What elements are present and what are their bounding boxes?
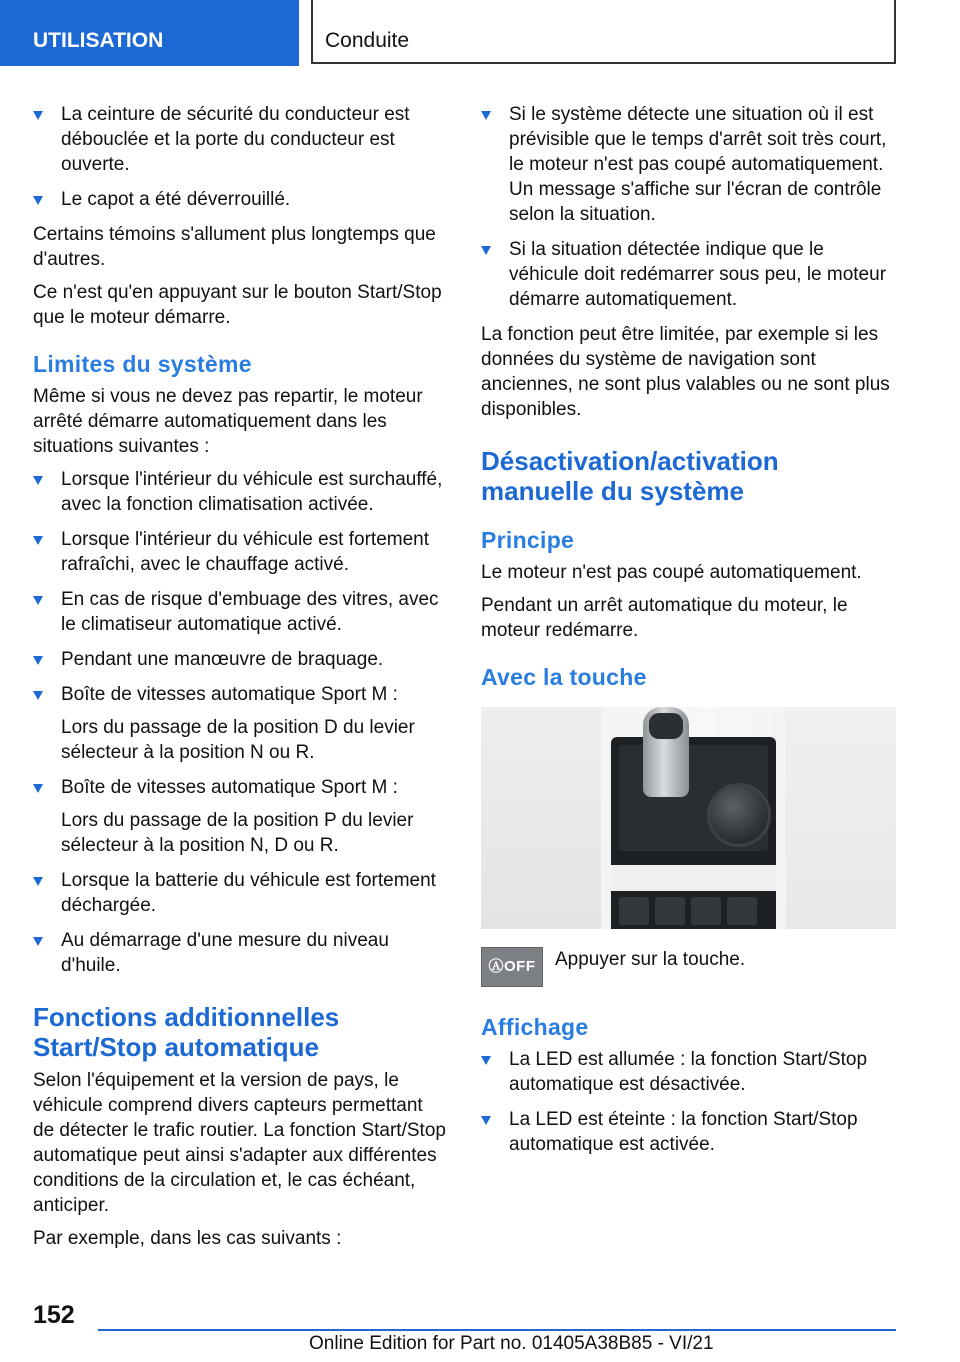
list-item: Lorsque l'intérieur du véhicule est fortement rafraîchi, avec le chauffage activé. [33, 527, 448, 577]
triangle-bullet-icon [33, 784, 43, 793]
list-item: Boîte de vitesses automatique Sport M : Lors du passage de la position D du levier sélecteur à la position N ou R. [33, 682, 448, 765]
center-console-image [481, 707, 896, 929]
list-item: Si la situation détectée indique que le véhicule doit redémarrer sous peu, le moteur démarre automatiquement. [481, 237, 896, 312]
controller-knob [707, 783, 771, 847]
list-item: En cas de risque d'embuage des vitres, avec le climatiseur automatique activé. [33, 587, 448, 637]
triangle-bullet-icon [33, 877, 43, 886]
triangle-bullet-icon [481, 1056, 491, 1065]
list-item: Pendant une manœuvre de braquage. [33, 647, 448, 672]
list-item: La ceinture de sécurité du conducteur est débouclée et la porte du conducteur est ouverte. [33, 102, 448, 177]
chapter-title: Conduite [311, 0, 896, 64]
paragraph: Par exemple, dans les cas suivants : [33, 1228, 342, 1249]
paragraph: Le moteur n'est pas coupé automatiquement. [481, 562, 862, 583]
list-item: La LED est éteinte : la fonction Start/Stop automatique est activée. [481, 1107, 896, 1157]
triangle-bullet-icon [33, 596, 43, 605]
triangle-bullet-icon [481, 111, 491, 120]
triangle-bullet-icon [33, 196, 43, 205]
heading-touche: Avec la touche [481, 664, 647, 690]
key-instruction: ⒶOFF Appuyer sur la touche. [481, 947, 896, 993]
list-item: Le capot a été déverrouillé. [33, 187, 448, 212]
triangle-bullet-icon [33, 937, 43, 946]
paragraph: Même si vous ne devez pas repartir, le moteur arrêté démarre automatiquement dans les situations suivantes : [33, 386, 423, 457]
triangle-bullet-icon [481, 246, 491, 255]
triangle-bullet-icon [33, 691, 43, 700]
triangle-bullet-icon [481, 1116, 491, 1125]
triangle-bullet-icon [33, 476, 43, 485]
heading-desactivation: Désactivation/activation manuelle du système [481, 446, 779, 506]
paragraph: Selon l'équipement et la version de pays, le véhicule comprend divers capteurs permettant de détecter le trafic routier. La fonction Start/Stop automatique peut ainsi s'adapter aux différentes conditions de la circulation et, le cas échéant, anticiper. [33, 1070, 446, 1216]
triangle-bullet-icon [33, 536, 43, 545]
paragraph: La fonction peut être limitée, par exemple si les données du système de navigation sont anciennes, ne sont plus valables ou ne sont plus disponibles. [481, 324, 890, 420]
footer-divider [98, 1329, 896, 1331]
page-number: 152 [33, 1301, 75, 1329]
paragraph: Pendant un arrêt automatique du moteur, le moteur redémarre. [481, 595, 848, 641]
list-item: Si le système détecte une situation où il est prévisible que le temps d'arrêt soit très court, le moteur n'est pas coupé automatiquement. Un message s'affiche sur l'écran de contrôle selon la situation. [481, 102, 896, 227]
page-header [0, 0, 960, 66]
list-item: Lorsque la batterie du véhicule est fortement déchargée. [33, 868, 448, 918]
list-item: Boîte de vitesses automatique Sport M : Lors du passage de la position P du levier sélecteur à la position N, D ou R. [33, 775, 448, 858]
auto-start-stop-off-icon: ⒶOFF [481, 947, 543, 987]
list-item: Au démarrage d'une mesure du niveau d'huile. [33, 928, 448, 978]
footer-edition: Online Edition for Part no. 01405A38B85 - VI/21 [309, 1333, 714, 1354]
paragraph: Certains témoins s'allument plus longtemps que d'autres. [33, 224, 436, 270]
paragraph: Ce n'est qu'en appuyant sur le bouton Start/Stop que le moteur démarre. [33, 282, 442, 328]
heading-fonctions: Fonctions additionnelles Start/Stop automatique [33, 1002, 340, 1062]
heading-principe: Principe [481, 527, 575, 553]
triangle-bullet-icon [33, 111, 43, 120]
heading-affichage: Affichage [481, 1014, 589, 1040]
triangle-bullet-icon [33, 656, 43, 665]
list-item: Lorsque l'intérieur du véhicule est surchauffé, avec la fonction climatisation activée. [33, 467, 448, 517]
gear-selector [643, 707, 689, 797]
right-column [481, 102, 896, 1167]
console-panel [611, 737, 776, 929]
left-column [33, 102, 448, 1259]
section-tab: UTILISATION [0, 0, 299, 66]
heading-limites: Limites du système [33, 351, 252, 377]
list-item: La LED est allumée : la fonction Start/Stop automatique est désactivée. [481, 1047, 896, 1097]
